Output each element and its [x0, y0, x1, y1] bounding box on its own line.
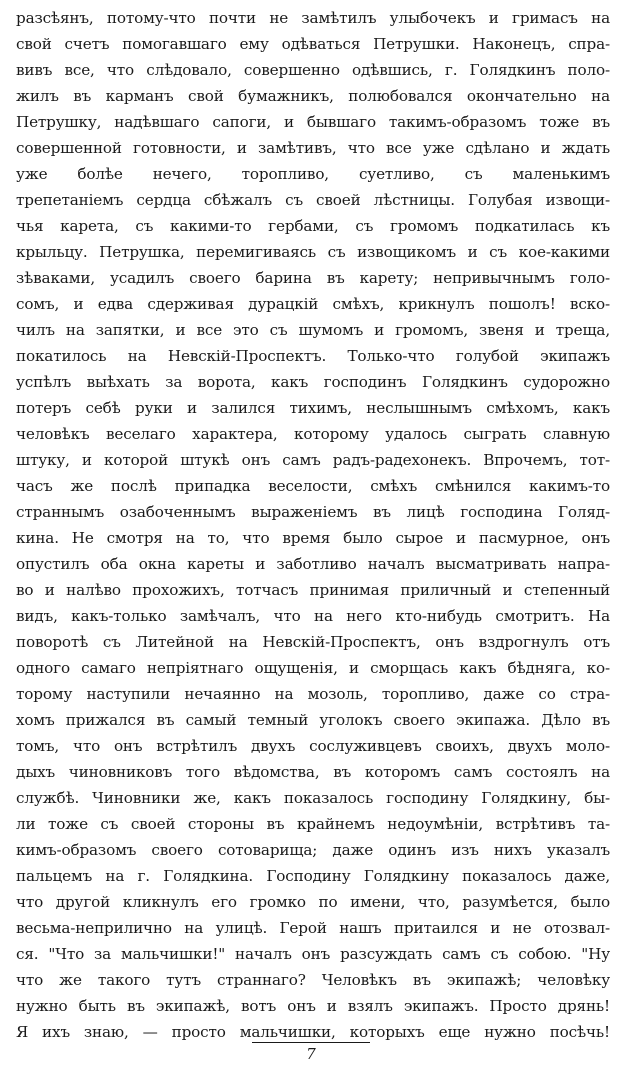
text-line: трепетаніемъ сердца сбѣжалъ съ своей лѣстницы. Голубая извощи- [16, 191, 610, 209]
text-line: опустилъ оба окна кареты и заботливо началъ высматривать напра- [16, 555, 610, 573]
text-line: жилъ въ карманъ свой бумажникъ, полюбовался окончательно на [16, 87, 610, 105]
text-line: службѣ. Чиновники же, какъ показалось господину Голядкину, бы- [16, 789, 610, 807]
text-line: зѣваками, усадилъ своего барина въ карету; непривычнымъ голо- [16, 269, 610, 287]
text-line: что другой кликнулъ его громко по имени, что, разумѣется, было [16, 893, 610, 911]
text-line: Я ихъ знаю, — просто мальчишки, которыхъ еще нужно посѣчь! [16, 1023, 610, 1041]
text-line: хомъ прижался въ самый темный уголокъ своего экипажа. Дѣло въ [16, 711, 610, 729]
text-line: одного самаго непріятнаго ощущенія, и сморщась какъ бѣдняга, ко- [16, 659, 610, 677]
text-line: Петрушку, надѣвшаго сапоги, и бывшаго такимъ-образомъ тоже въ [16, 113, 610, 131]
text-line: ли тоже съ своей стороны въ крайнемъ недоумѣніи, встрѣтивъ та- [16, 815, 610, 833]
footer-rule [252, 1042, 370, 1043]
text-line: разсѣянъ, потому-что почти не замѣтилъ улыбочекъ и гримасъ на [16, 9, 610, 27]
text-line: часъ же послѣ припадка веселости, смѣхъ смѣнился какимъ-то [16, 477, 610, 495]
text-line: чья карета, съ какими-то гербами, съ громомъ подкатилась къ [16, 217, 610, 235]
text-line: сомъ, и едва сдерживая дурацкій смѣхъ, крикнулъ пошолъ! вско- [16, 295, 610, 313]
text-line: дыхъ чиновниковъ того вѣдомства, въ которомъ самъ состоялъ на [16, 763, 610, 781]
text-line: вивъ все, что слѣдовало, совершенно одѣвшись, г. Голядкинъ поло- [16, 61, 610, 79]
page-number: 7 [306, 1045, 316, 1063]
text-line: видъ, какъ-только замѣчалъ, что на него кто-нибудь смотритъ. На [16, 607, 610, 625]
text-line: во и налѣво прохожихъ, тотчасъ принимая приличный и степенный [16, 581, 610, 599]
text-line: человѣкъ веселаго характера, которому удалось сыграть славную [16, 425, 610, 443]
text-line: успѣлъ выѣхать за ворота, какъ господинъ Голядкинъ судорожно [16, 373, 610, 391]
text-line: торому наступили нечаянно на мозоль, торопливо, даже со стра- [16, 685, 610, 703]
text-line: весьма-неприлично на улицѣ. Герой нашъ притаился и не отозвал- [16, 919, 610, 937]
page-footer [0, 1038, 620, 1068]
text-line: страннымъ озабоченнымъ выраженіемъ въ лицѣ господина Голяд- [16, 503, 610, 521]
text-line: томъ, что онъ встрѣтилъ двухъ сослуживцевъ своихъ, двухъ моло- [16, 737, 610, 755]
text-line: что же такого тутъ страннаго? Человѣкъ въ экипажѣ; человѣку [16, 971, 610, 989]
text-line: пальцемъ на г. Голядкина. Господину Голядкину показалось даже, [16, 867, 610, 885]
text-line: покатилось на Невскій-Проспектъ. Только-что голубой экипажъ [16, 347, 610, 365]
text-line: чилъ на запятки, и все это съ шумомъ и громомъ, звеня и треща, [16, 321, 610, 339]
body-text [16, 5, 610, 1045]
text-line: свой счетъ помогавшаго ему одѣваться Петрушки. Наконецъ, спра- [16, 35, 610, 53]
text-line: крыльцу. Петрушка, перемигиваясь съ извощикомъ и съ кое-какими [16, 243, 610, 261]
text-line: кимъ-образомъ своего сотоварища; даже одинъ изъ нихъ указалъ [16, 841, 610, 859]
text-line: совершенной готовности, и замѣтивъ, что все уже сдѣлано и ждать [16, 139, 610, 157]
text-line: ся. "Что за мальчишки!" началъ онъ разсуждать самъ съ собою. "Ну [16, 945, 610, 963]
text-line: кина. Не смотря на то, что время было сырое и пасмурное, онъ [16, 529, 610, 547]
text-line: потеръ себѣ руки и залился тихимъ, неслышнымъ смѣхомъ, какъ [16, 399, 610, 417]
text-line: поворотѣ съ Литейной на Невскій-Проспектъ, онъ вздрогнулъ отъ [16, 633, 610, 651]
text-line: штуку, и которой штукѣ онъ самъ радъ-радехонекъ. Впрочемъ, тот- [16, 451, 610, 469]
text-line: нужно быть въ экипажѣ, вотъ онъ и взялъ экипажъ. Просто дрянь! [16, 997, 610, 1015]
text-line: уже болѣе нечего, торопливо, суетливо, съ маленькимъ [16, 165, 610, 183]
